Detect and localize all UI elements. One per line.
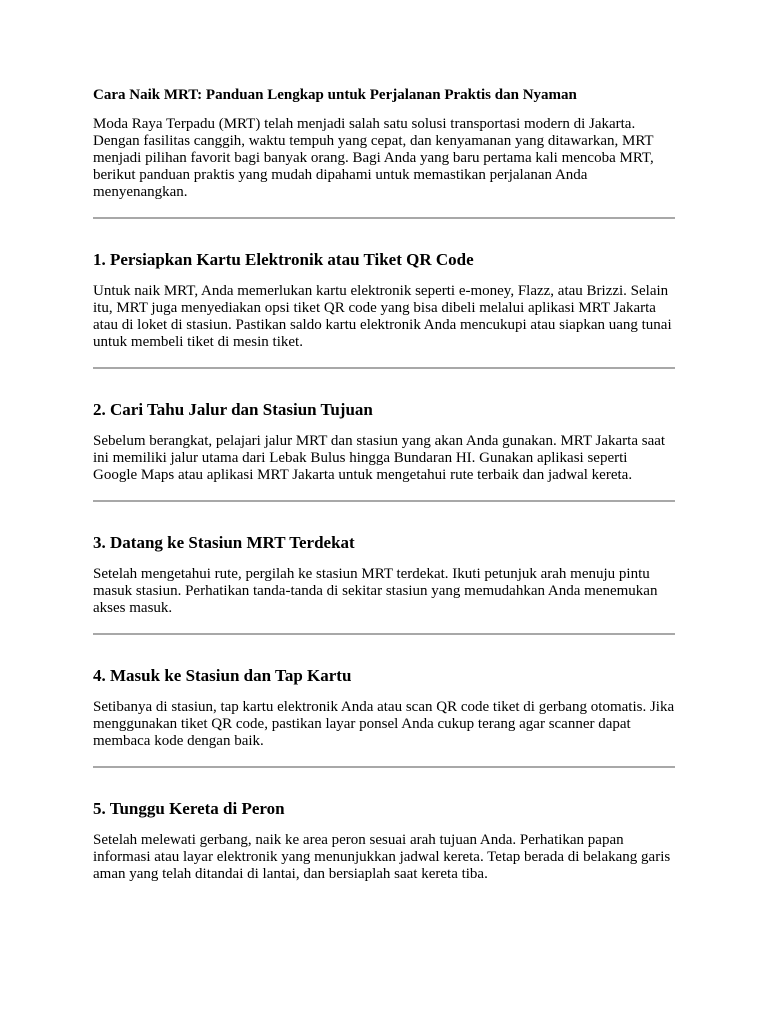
section-divider <box>93 633 675 635</box>
section-heading: 3. Datang ke Stasiun MRT Terdekat <box>93 533 355 552</box>
section-paragraph: Sebelum berangkat, pelajari jalur MRT dan stasiun yang akan Anda gunakan. MRT Jakarta saat ini memiliki jalur utama dari Lebak Bulus hingga Bundaran HI. Gunakan aplikasi seperti Google Maps atau aplikasi MRT Jakarta untuk mengetahui rute terbaik dan jadwal kereta. <box>93 433 666 483</box>
section-paragraph: Setelah mengetahui rute, pergilah ke stasiun MRT terdekat. Ikuti petunjuk arah menuju pintu masuk stasiun. Perhatikan tanda-tanda di sekitar stasiun yang memudahkan Anda menemukan akses masuk. <box>93 566 658 616</box>
section-1 <box>93 249 675 351</box>
section-paragraph: Setelah melewati gerbang, naik ke area peron sesuai arah tujuan Anda. Perhatikan papan informasi atau layar elektronik yang menunjukkan jadwal kereta. Tetap berada di belakang garis aman yang telah ditandai di lantai, dan bersiaplah saat kereta tiba. <box>93 832 671 882</box>
document-title: Cara Naik MRT: Panduan Lengkap untuk Perjalanan Praktis dan Nyaman <box>93 87 577 103</box>
section-paragraph: Untuk naik MRT, Anda memerlukan kartu elektronik seperti e-money, Flazz, atau Brizzi. Selain itu, MRT juga menyediakan opsi tiket QR code yang bisa dibeli melalui aplikasi MRT Jakarta atau di loket di stasiun. Pastikan saldo kartu elektronik Anda mencukupi atau siapkan uang tunai untuk membeli tiket di mesin tiket. <box>93 283 672 350</box>
section-heading: 4. Masuk ke Stasiun dan Tap Kartu <box>93 666 352 685</box>
document-page <box>93 84 675 883</box>
section-3 <box>93 532 675 617</box>
section-4 <box>93 665 675 750</box>
section-divider <box>93 217 675 219</box>
section-5 <box>93 798 675 883</box>
section-heading: 5. Tunggu Kereta di Peron <box>93 799 285 818</box>
section-divider <box>93 367 675 369</box>
section-paragraph: Setibanya di stasiun, tap kartu elektronik Anda atau scan QR code tiket di gerbang otomatis. Jika menggunakan tiket QR code, pastikan layar ponsel Anda cukup terang agar scanner dapat membaca kode dengan baik. <box>93 699 675 749</box>
section-heading: 2. Cari Tahu Jalur dan Stasiun Tujuan <box>93 400 373 419</box>
section-divider <box>93 500 675 502</box>
section-divider <box>93 766 675 768</box>
intro-paragraph: Moda Raya Terpadu (MRT) telah menjadi salah satu solusi transportasi modern di Jakarta. Dengan fasilitas canggih, waktu tempuh yang cepat, dan kenyamanan yang ditawarkan, MRT menjadi pilihan favorit bagi banyak orang. Bagi Anda yang baru pertama kali mencoba MRT, berikut panduan praktis yang mudah dipahami untuk memastikan perjalanan Anda menyenangkan. <box>93 116 654 200</box>
section-2 <box>93 399 675 484</box>
section-heading: 1. Persiapkan Kartu Elektronik atau Tiket QR Code <box>93 250 474 269</box>
